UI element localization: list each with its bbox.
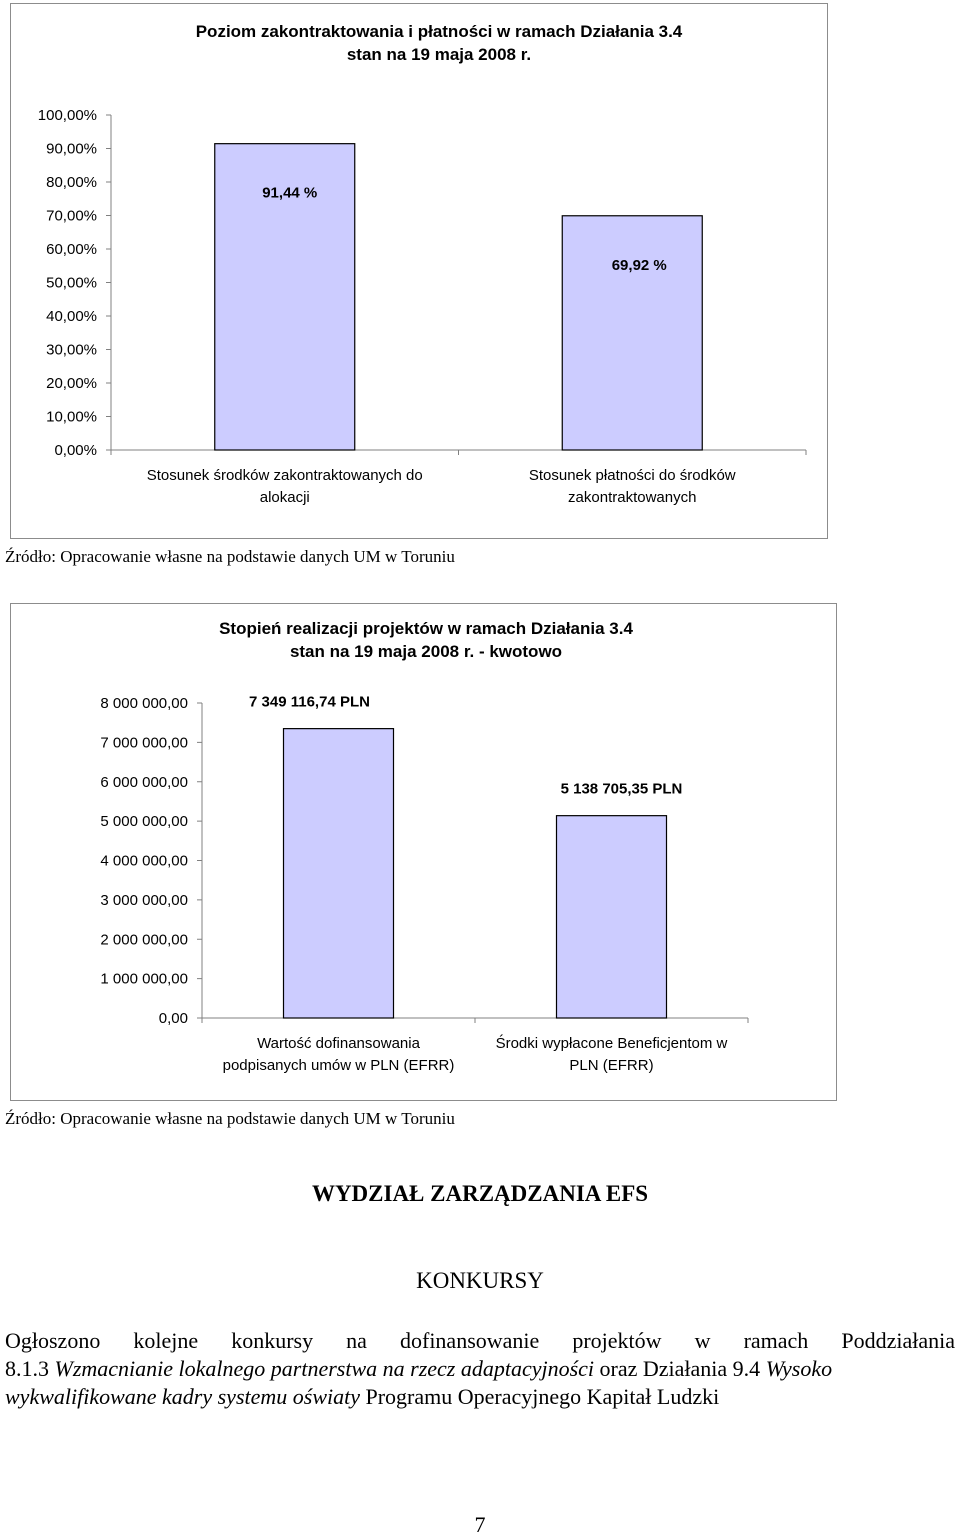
- y-tick-label: 20,00%: [46, 375, 97, 392]
- page-number: 7: [474, 1512, 486, 1537]
- bar: [284, 729, 394, 1018]
- category-label: Środki wypłacone Beneficjentom w: [495, 1035, 728, 1052]
- y-tick-label: 5 000 000,00: [100, 813, 188, 831]
- y-tick-label: 100,00%: [37, 107, 97, 124]
- section-heading: WYDZIAŁ ZARZĄDZANIA EFS: [311, 1181, 649, 1206]
- y-tick-label: 80,00%: [46, 174, 97, 191]
- y-tick-label: 10,00%: [46, 408, 97, 426]
- bar-data-label: 69,92 %: [611, 256, 667, 274]
- chart-source-note: Źródło: Opracowanie własne na podstawie danych UM w Toruniu: [5, 547, 455, 566]
- y-tick-label: 0,00%: [54, 442, 97, 459]
- category-label: alokacji: [259, 489, 310, 506]
- section-subheading: KONKURSY: [416, 1268, 544, 1293]
- chart-source-note: Źródło: Opracowanie własne na podstawie danych UM w Toruniu: [5, 1109, 455, 1128]
- chart-title: Stopień realizacji projektów w ramach Działania 3.4: [219, 619, 633, 638]
- category-label: Wartość dofinansowania: [257, 1035, 420, 1052]
- y-tick-label: 40,00%: [46, 308, 97, 325]
- chart-subtitle: stan na 19 maja 2008 r.: [346, 45, 532, 64]
- y-tick-label: 7 000 000,00: [100, 734, 188, 752]
- category-label: podpisanych umów w PLN (EFRR): [222, 1057, 455, 1074]
- paragraph-line: wykwalifikowane kadry systemu oświaty Programu Operacyjnego Kapitał Ludzki: [5, 1384, 720, 1409]
- y-tick-label: 6 000 000,00: [100, 773, 188, 791]
- y-tick-label: 1 000 000,00: [100, 970, 188, 988]
- y-tick-label: 8 000 000,00: [100, 695, 188, 712]
- y-tick-label: 90,00%: [46, 140, 97, 158]
- chart-project-realization: [10, 603, 837, 1101]
- category-label: PLN (EFRR): [569, 1057, 654, 1074]
- bar: [562, 216, 702, 450]
- bar-data-label: 5 138 705,35 PLN: [560, 780, 683, 798]
- chart-svg: [11, 4, 827, 538]
- y-tick-label: 50,00%: [46, 274, 97, 292]
- chart-title: Poziom zakontraktowania i płatności w ramach Działania 3.4: [195, 22, 683, 41]
- y-tick-label: 4 000 000,00: [100, 852, 188, 870]
- y-tick-label: 60,00%: [46, 241, 97, 258]
- y-tick-label: 70,00%: [46, 207, 97, 225]
- paragraph-line: 8.1.3 Wzmacnianie lokalnego partnerstwa na rzecz adaptacyjności oraz Działania 9.4 Wysoko: [5, 1356, 833, 1381]
- chart-contracting-payments: [10, 3, 828, 539]
- category-label: zakontraktowanych: [568, 489, 697, 506]
- bar: [557, 816, 667, 1018]
- body-paragraph: [5, 1327, 955, 1411]
- y-tick-label: 0,00: [158, 1010, 188, 1027]
- y-tick-label: 30,00%: [46, 341, 97, 359]
- bar-data-label: 7 349 116,74 PLN: [249, 693, 370, 711]
- chart-subtitle: stan na 19 maja 2008 r. - kwotowo: [289, 642, 563, 661]
- paragraph-line: Ogłoszono kolejne konkursy na dofinansowanie projektów w ramach Poddziałania: [5, 1328, 955, 1353]
- chart-svg: [11, 604, 836, 1100]
- y-tick-label: 3 000 000,00: [100, 891, 188, 909]
- category-label: Stosunek płatności do środków: [528, 467, 736, 484]
- y-tick-label: 2 000 000,00: [100, 931, 188, 949]
- program-name-italic: Wzmacnianie lokalnego partnerstwa na rzecz adaptacyjności: [54, 1356, 595, 1381]
- bar-data-label: 91,44 %: [262, 184, 318, 202]
- category-label: Stosunek środków zakontraktowanych do: [146, 467, 423, 484]
